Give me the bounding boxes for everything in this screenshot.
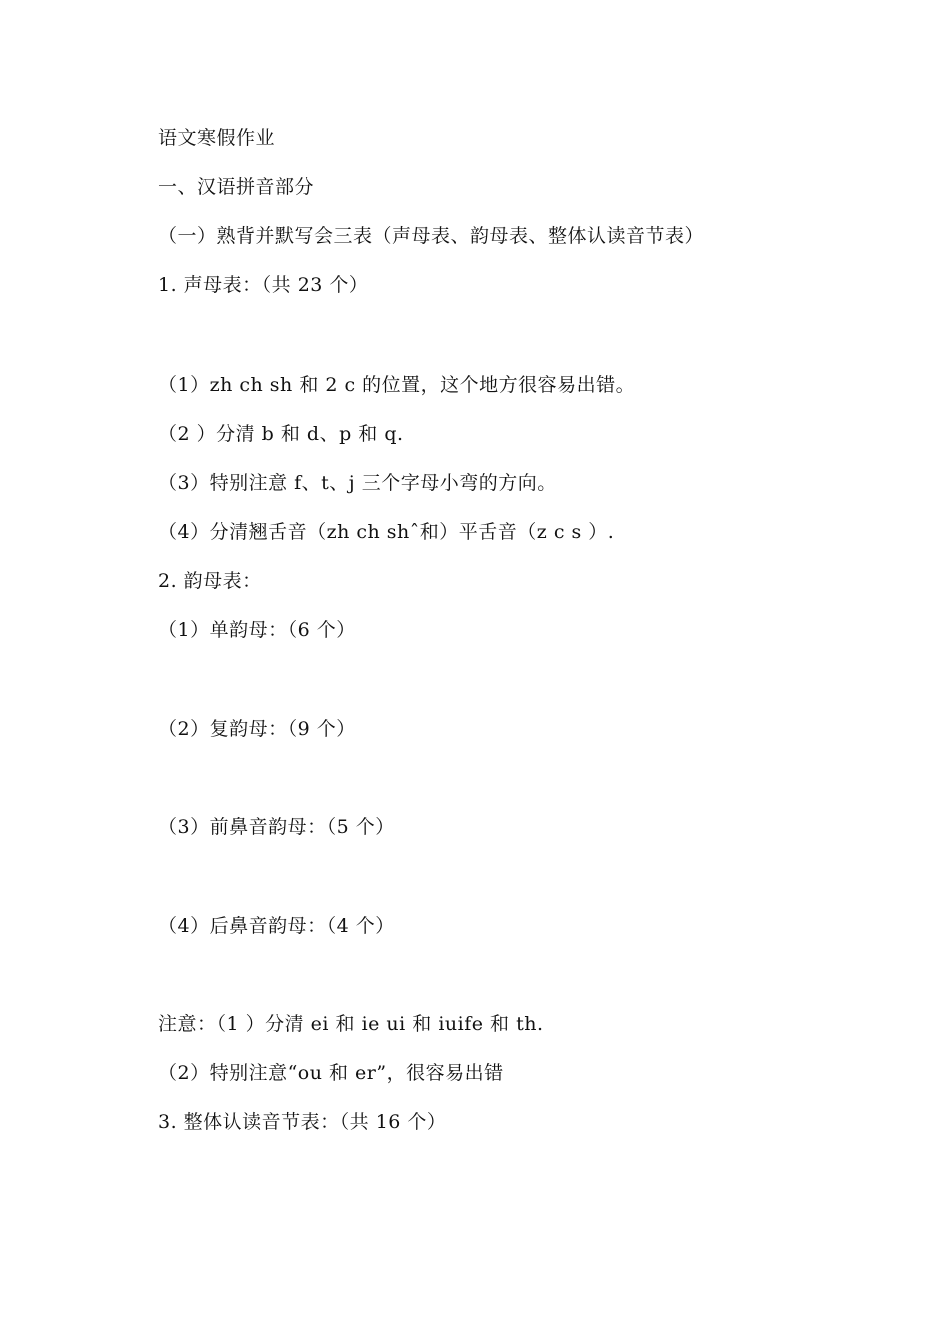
notice-line: 注意：（1 ）分清 ei 和 ie ui 和 iuife 和 th. [158, 1013, 544, 1035]
finals-part: （1）单韵母：（6 个） [158, 619, 356, 641]
finals-part: （3）前鼻音韵母：（5 个） [158, 816, 395, 838]
section-heading: 一、汉语拼音部分 [158, 176, 315, 198]
note-line: （2 ）分清 b 和 d、p 和 q. [158, 423, 404, 445]
notice-line: （2）特别注意“ou 和 er”，很容易出错 [158, 1062, 504, 1084]
item-heading-finals: 2. 韵母表： [158, 570, 262, 592]
item-heading-initials: 1. 声母表：（共 23 个） [158, 274, 369, 296]
finals-part: （4）后鼻音韵母：（4 个） [158, 915, 395, 937]
document-title: 语文寒假作业 [158, 127, 276, 149]
subsection-heading: （一）熟背并默写会三表（声母表、韵母表、整体认读音节表） [158, 225, 705, 247]
note-line: （3）特别注意 f、t、j 三个字母小弯的方向。 [158, 472, 557, 494]
finals-part: （2）复韵母：（9 个） [158, 718, 356, 740]
note-line: （4）分清翘舌音（zh ch shˆ和）平舌音（z c s ）. [158, 521, 615, 543]
note-line: （1）zh ch sh 和 2 c 的位置，这个地方很容易出错。 [158, 374, 636, 396]
item-heading-syllables: 3. 整体认读音节表：（共 16 个） [158, 1111, 447, 1133]
